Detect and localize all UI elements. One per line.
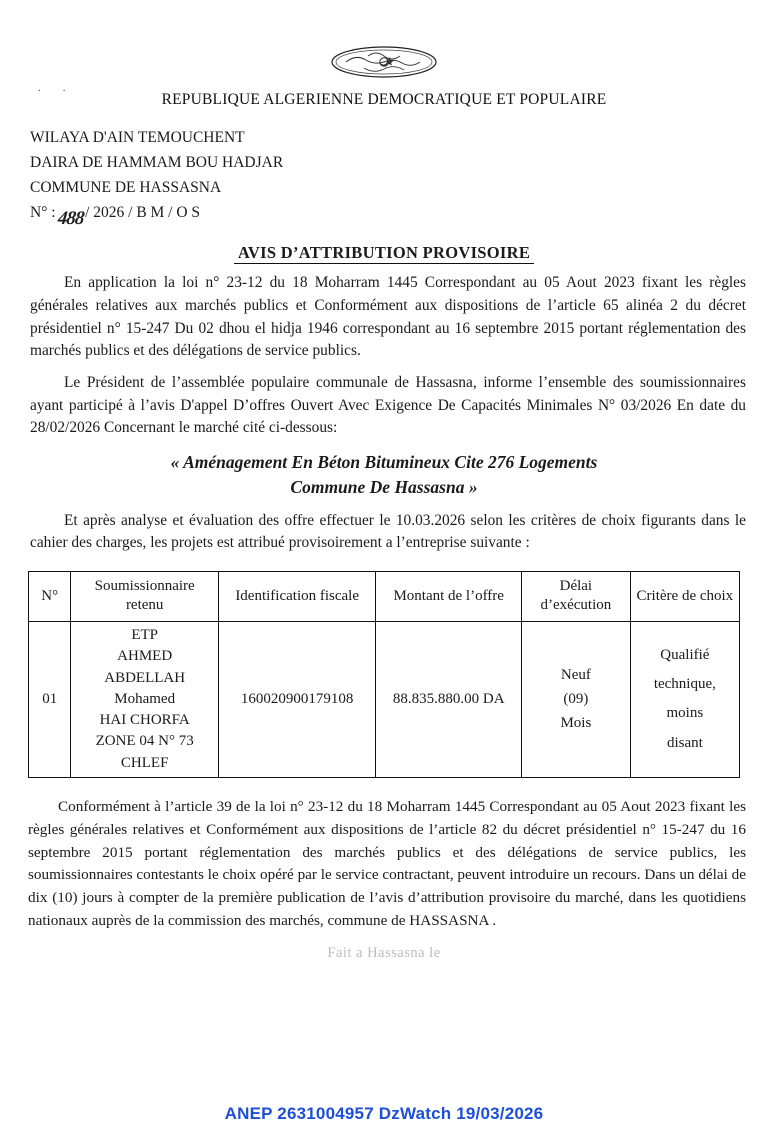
cell-no: 01	[29, 621, 71, 777]
paragraph-evaluation: Et après analyse et évaluation des offre effectuer le 10.03.2026 selon les critères de choix figurants dans le cahier des charges, les projets est attribué provisoirement a l’entreprise suivante :	[30, 511, 746, 552]
paragraph-recourse: Conformément à l’article 39 de la loi n° 23-12 du 18 Moharram 1445 Correspondant au 05 Aout 2023 fixant les règles générales relatives et Conformément aux dispositions de l’article 82 du décret présidentiel n° 15-247 du 16 septembre 2015 portant réglementation des marchés publics et des délégations de service publics, les soumissionnaires contestants le choix opéré par le service contractant, peuvent introduire un recours. Dans un délai de dix (10) jours à compter de la première publication de l’avis d’attribution provisoire du marché, dans les quotidiens nationaux auprès de la commission des marchés, commune de HASSASNA .	[28, 798, 746, 930]
reference-number-handwritten: 488	[56, 208, 85, 230]
table-header-soumissionnaire: Soumissionnaire retenu	[71, 571, 218, 621]
daira-line: DAIRA DE HAMMAM BOU HADJAR	[30, 154, 284, 172]
cell-montant: 88.835.880.00 DA	[376, 621, 522, 777]
table-header-row	[29, 571, 740, 621]
table-row	[29, 621, 740, 777]
reference-number-suffix: / 2026 / B M / O S	[85, 204, 201, 222]
table-header-critere: Critère de choix	[630, 571, 739, 621]
page-title	[0, 243, 768, 263]
market-title-line-1: « Aménagement En Béton Bitumineux Cite 276 Logements	[170, 451, 598, 472]
market-title	[40, 450, 728, 501]
reference-number-line	[30, 200, 768, 230]
table-header-montant: Montant de l’offre	[376, 571, 522, 621]
faded-signature-line: Fait a Hassasna le	[327, 944, 441, 961]
table-header-identification-fiscale: Identification fiscale	[218, 571, 376, 621]
paragraph-legal-basis: En application la loi n° 23-12 du 18 Moharram 1445 Correspondant au 05 Aout 2023 fixant les règles générales relatives aux marchés publics et Conformément aux dispositions de l’article 65 alinéa 2 du décret présidentiel n° 15-247 Du 02 dhou el hidja 1946 correspondant au 16 septembre 2015 portant réglementation des marchés publics et des délégations de service publics.	[30, 274, 746, 360]
commune-line: COMMUNE DE HASSASNA	[30, 179, 222, 197]
wilaya-line: WILAYA D'AIN TEMOUCHENT	[30, 129, 245, 146]
paragraph-announcement: Le Président de l’assemblée populaire communale de Hassasna, informe l’ensemble des soumissionnaires ayant participé à l’avis D'appel D’offres Ouvert Avec Exigence De Capacités Minimales N° 03/2026 En date du 28/02/2026 Concernant le marché cité ci-dessous:	[30, 374, 746, 437]
administrative-block	[30, 125, 768, 230]
attribution-table	[28, 571, 740, 778]
emblem-container	[0, 0, 768, 85]
stray-ink-marks: ..	[38, 82, 88, 94]
market-title-line-2: Commune De Hassasna »	[290, 477, 478, 498]
cell-critere: Qualifié technique, moins disant	[630, 621, 739, 777]
anep-footer: ANEP 2631004957 DzWatch 19/03/2026	[224, 1104, 544, 1123]
reference-number-prefix: N° :	[30, 204, 56, 222]
page-title-text: AVIS D’ATTRIBUTION PROVISOIRE	[234, 243, 534, 264]
algeria-state-emblem-icon	[326, 44, 442, 80]
cell-soumissionnaire: ETP AHMED ABDELLAH Mohamed HAI CHORFA ZONE 04 N° 73 CHLEF	[71, 621, 218, 777]
cell-delai: Neuf (09) Mois	[521, 621, 630, 777]
table-header-delai: Délai d’exécution	[521, 571, 630, 621]
republic-header-line: REPUBLIQUE ALGERIENNE DEMOCRATIQUE ET POPULAIRE	[161, 91, 607, 108]
cell-identification-fiscale: 160020900179108	[218, 621, 376, 777]
table-header-no: N°	[29, 571, 71, 621]
